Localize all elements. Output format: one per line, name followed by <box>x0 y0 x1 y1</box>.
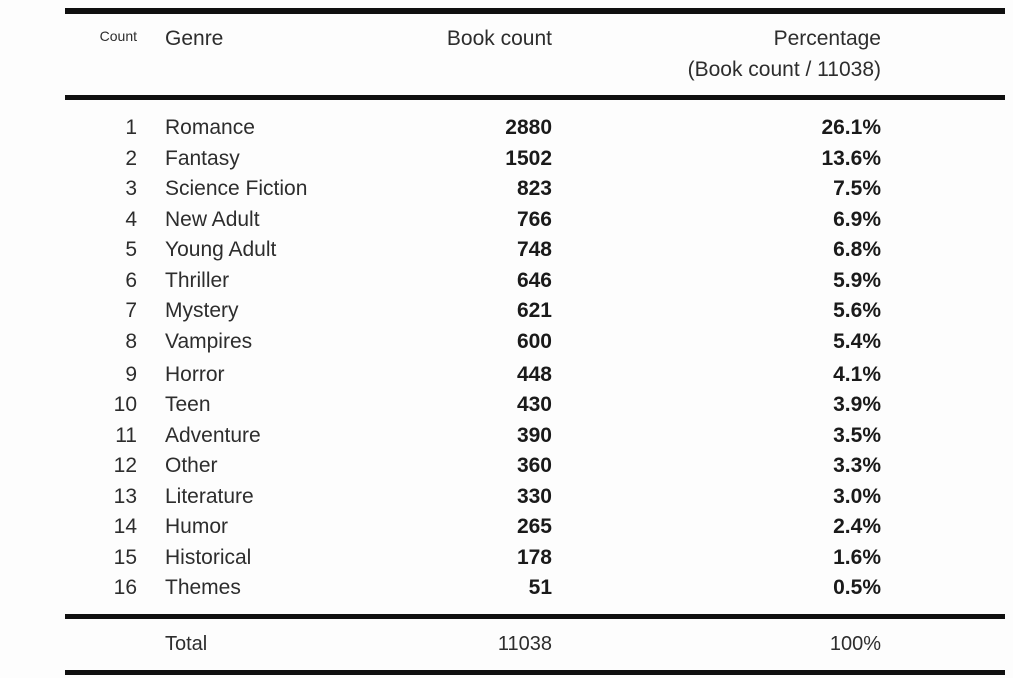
row-rank: 2 <box>125 146 137 170</box>
row-rank: 5 <box>125 238 137 261</box>
row-percentage: 6.9% <box>833 207 881 231</box>
table-row <box>65 296 881 327</box>
row-percentage: 1.6% <box>833 545 881 569</box>
row-rank: 11 <box>115 423 137 447</box>
row-percentage: 2.4% <box>833 515 881 538</box>
genre-table <box>65 8 1005 675</box>
row-rank: 1 <box>125 116 137 139</box>
row-percentage: 3.3% <box>833 454 881 477</box>
row-percentage: 7.5% <box>833 177 881 200</box>
row-genre: Science Fiction <box>165 177 308 200</box>
table-row <box>65 174 881 205</box>
table-row <box>65 512 881 543</box>
column-header-percentage <box>552 14 881 85</box>
row-genre: Mystery <box>165 299 239 322</box>
table-row <box>65 266 881 297</box>
row-genre: Other <box>165 454 218 477</box>
row-rank: 8 <box>125 329 137 353</box>
table-total-row <box>65 619 881 670</box>
table-row <box>65 144 881 175</box>
row-rank: 9 <box>125 362 137 386</box>
row-genre: Thriller <box>165 268 230 292</box>
row-percentage: 26.1% <box>821 116 881 139</box>
table-row <box>65 451 881 482</box>
row-rank: 14 <box>113 515 137 538</box>
row-rank: 3 <box>125 177 137 200</box>
row-rank: 16 <box>113 576 137 599</box>
row-book-count: 360 <box>516 454 552 477</box>
row-book-count: 51 <box>528 576 552 599</box>
row-book-count: 621 <box>516 299 552 322</box>
row-book-count: 748 <box>516 238 552 261</box>
row-genre: Teen <box>165 393 211 416</box>
table-row <box>65 390 881 421</box>
table-row <box>65 421 881 452</box>
total-book-count: 11038 <box>497 632 552 655</box>
row-book-count: 330 <box>516 484 552 508</box>
table-row <box>65 205 881 236</box>
row-book-count: 823 <box>516 177 552 200</box>
row-percentage: 6.8% <box>833 238 881 261</box>
total-percentage: 100% <box>829 632 881 655</box>
row-genre: Literature <box>165 484 254 508</box>
row-genre: Humor <box>165 515 229 538</box>
row-rank: 12 <box>113 454 137 477</box>
row-genre: Adventure <box>165 423 261 447</box>
row-percentage: 0.5% <box>833 576 881 599</box>
row-genre: Horror <box>165 362 225 386</box>
column-header-count: Count <box>99 28 137 43</box>
table-header-row <box>65 14 881 95</box>
row-rank: 10 <box>113 393 137 416</box>
row-book-count: 646 <box>516 268 552 292</box>
row-book-count: 265 <box>516 515 552 538</box>
row-rank: 6 <box>125 268 137 292</box>
row-genre: Historical <box>165 545 252 569</box>
row-book-count: 448 <box>516 362 552 386</box>
table-row <box>65 235 881 266</box>
table-row <box>65 543 881 574</box>
row-rank: 13 <box>113 484 137 508</box>
row-percentage: 4.1% <box>833 362 881 386</box>
total-empty-cell <box>65 619 137 670</box>
row-percentage: 3.5% <box>833 423 881 447</box>
row-genre: Fantasy <box>165 146 240 170</box>
row-rank: 7 <box>125 299 137 322</box>
bottom-rule <box>65 670 1005 675</box>
row-genre: Vampires <box>165 329 253 353</box>
row-percentage: 3.0% <box>833 484 881 508</box>
table-row <box>65 327 881 358</box>
row-book-count: 600 <box>516 329 552 353</box>
column-header-book-count: Book count <box>446 27 552 50</box>
row-book-count: 178 <box>516 545 552 569</box>
row-genre: Romance <box>165 116 255 139</box>
row-genre: Young Adult <box>165 238 277 261</box>
table-row <box>65 482 881 513</box>
column-header-percentage-line2: (Book count / 11038) <box>687 58 881 81</box>
row-rank: 4 <box>125 207 137 231</box>
row-percentage: 13.6% <box>821 146 881 170</box>
table-row <box>65 573 881 604</box>
row-book-count: 390 <box>516 423 552 447</box>
table-row <box>65 360 881 391</box>
row-percentage: 3.9% <box>833 393 881 416</box>
row-rank: 15 <box>113 545 137 569</box>
column-header-percentage-line1: Percentage <box>773 27 881 50</box>
table-row <box>65 113 881 144</box>
total-label: Total <box>165 632 208 655</box>
row-genre: Themes <box>165 576 241 599</box>
row-genre: New Adult <box>165 207 260 231</box>
row-book-count: 766 <box>516 207 552 231</box>
row-book-count: 430 <box>516 393 552 416</box>
row-book-count: 2880 <box>505 116 552 139</box>
row-book-count: 1502 <box>505 146 552 170</box>
row-percentage: 5.4% <box>833 329 881 353</box>
row-percentage: 5.6% <box>833 299 881 322</box>
table-body <box>65 100 1005 605</box>
column-header-genre: Genre <box>165 27 224 50</box>
row-percentage: 5.9% <box>833 268 881 292</box>
